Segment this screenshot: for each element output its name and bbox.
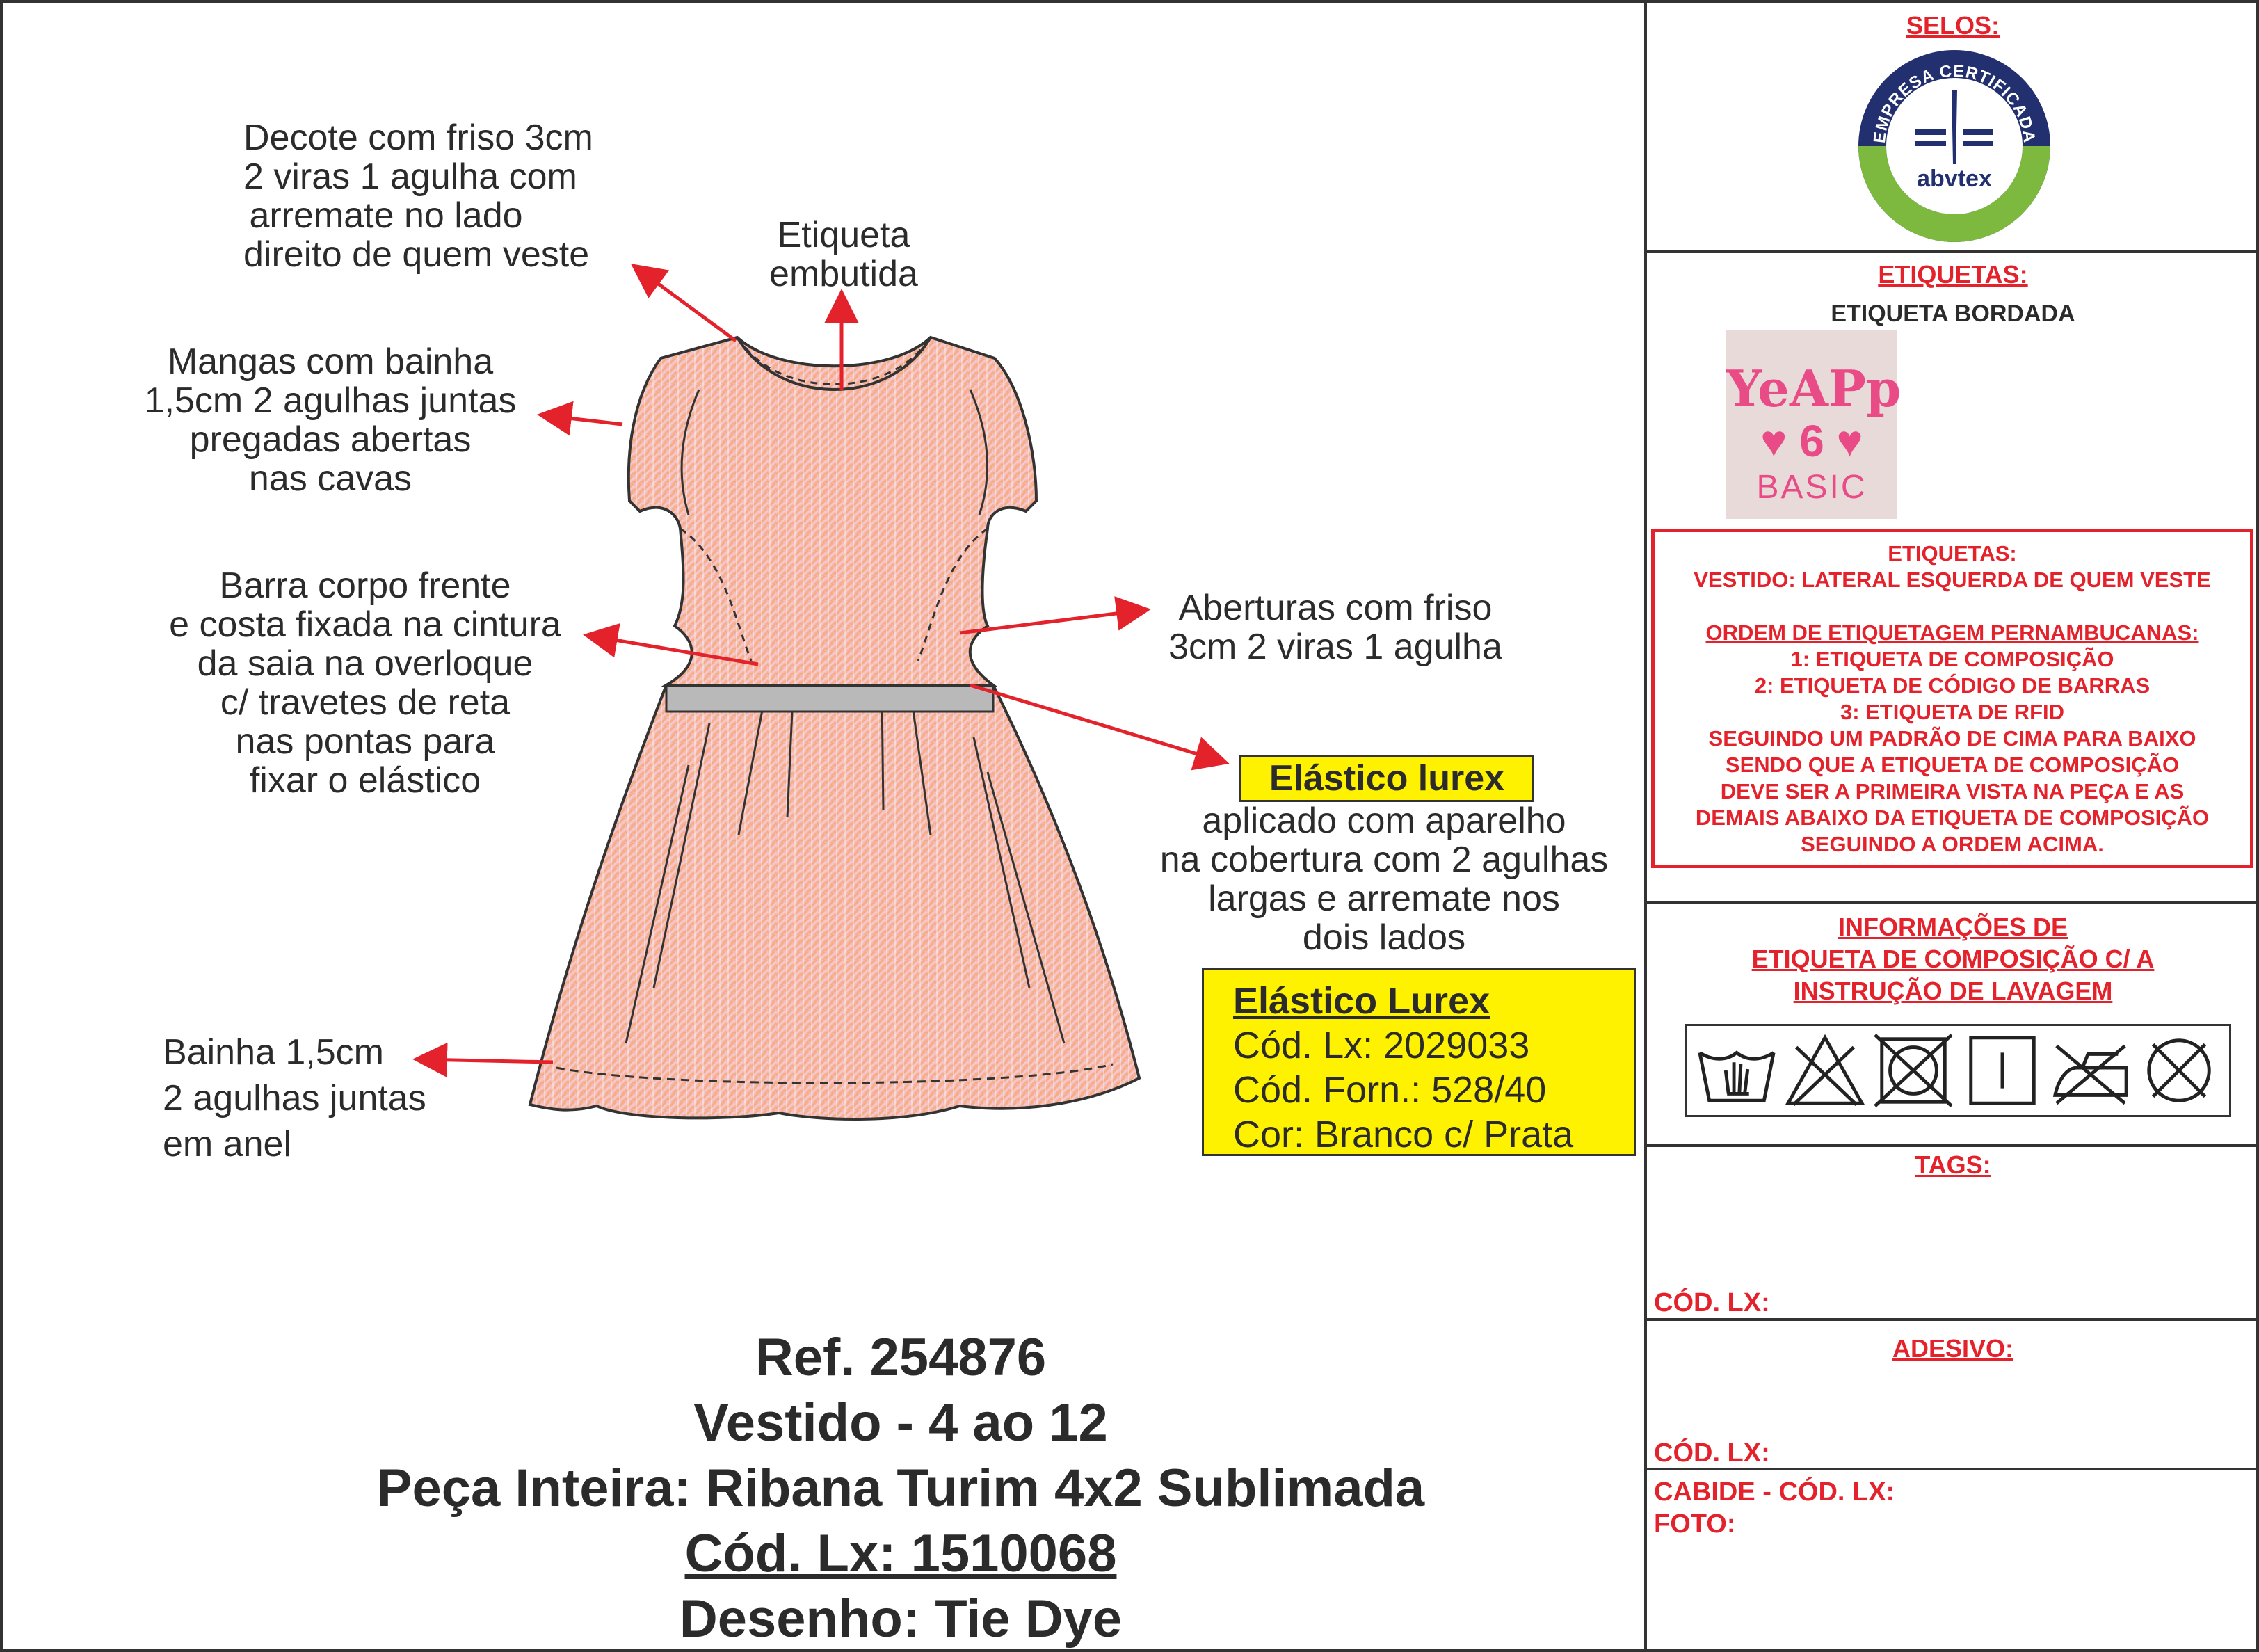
title-block [306,1325,1495,1652]
divider-info [1644,1144,2259,1147]
arrow-mangas [544,415,622,424]
elastico-lurex-tag: Elástico lurex [1239,755,1534,802]
instruction-line: 3: ETIQUETA DE RFID [1840,700,2065,724]
adesivo-cod-lx: CÓD. LX: [1654,1438,1770,1468]
annotation-line: da saia na overloque [197,643,533,684]
divider-etiquetas [1644,901,2259,904]
instruction-line: SEGUINDO A ORDEM ACIMA. [1801,832,2104,856]
divider-selos [1644,250,2259,253]
elastico-info-cod-lx: Cód. Lx: 2029033 [1233,1025,1530,1066]
tags-cod-lx: CÓD. LX: [1654,1288,1770,1317]
product-code: Cód. Lx: 1510068 [684,1524,1117,1583]
annotation-line: Barra corpo frente [219,566,511,606]
etiquetas-heading: ETIQUETAS: [1878,260,2028,289]
instruction-line: 2: ETIQUETA DE CÓDIGO DE BARRAS [1754,673,2151,698]
print-design: Desenho: Tie Dye [679,1589,1123,1649]
instruction-line: 1: ETIQUETA DE COMPOSIÇÃO [1790,647,2114,671]
annotation-line: pregadas abertas [189,419,472,460]
instruction-line: ETIQUETAS: [1888,541,2017,566]
selos-heading: SELOS: [1906,11,2000,40]
hand-wash-icon [1696,1032,1778,1109]
annotation-line: direito de quem veste [243,234,590,275]
annotation-line: 2 agulhas juntas [163,1078,426,1118]
care-symbols [1685,1024,2231,1117]
instruction-line: SEGUINDO UM PADRÃO DE CIMA PARA BAIXO [1708,726,2196,751]
annotation-line: 2 viras 1 agulha com [243,157,577,197]
no-iron-icon [2050,1032,2132,1109]
label-line: BASIC [1756,469,1867,506]
heart-icon: ♥ [1824,416,1863,466]
elastico-info-box [1202,968,1636,1156]
heart-icon: ♥ [1760,416,1800,466]
no-tumble-dry-icon [1872,1032,1954,1109]
elastic-waistband [666,685,993,712]
divider-tags [1644,1318,2259,1321]
no-dry-clean-icon [2138,1032,2220,1109]
annotation-line: 1,5cm 2 agulhas juntas [144,380,517,421]
label-size [1726,415,1897,467]
annotation-line: dois lados [1302,917,1466,958]
etiquetas-instructions-box [1651,529,2253,868]
arrow-aberturas [960,610,1144,633]
annotation-line: Aberturas com friso [1178,588,1493,628]
annotation-line: embutida [769,254,918,294]
elastico-info-cod-forn: Cód. Forn.: 528/40 [1233,1069,1547,1111]
annotation-line: aplicado com aparelho [1202,801,1566,841]
annotation-aberturas [1148,588,1523,666]
annotation-line: largas e arremate nos [1208,879,1560,919]
line-dry-icon [1961,1032,2043,1109]
annotation-barra [143,566,588,800]
annotation-line: Bainha 1,5cm [163,1032,384,1073]
annotation-line: e costa fixada na cintura [169,604,561,645]
svg-text:abvtex: abvtex [1917,166,1992,192]
dress-skirt [530,685,1139,1119]
instruction-line: SENDO QUE A ETIQUETA DE COMPOSIÇÃO [1725,753,2180,777]
svg-text:EMPRESA CERTIFICADA: EMPRESA CERTIFICADA [1870,61,2039,145]
heading-line: ETIQUETA DE COMPOSIÇÃO C/ A [1751,945,2155,973]
annotation-line: fixar o elástico [249,760,481,801]
label-brand: YeAPp [1726,359,1902,418]
tags-heading: TAGS: [1915,1150,1991,1179]
no-bleach-icon [1784,1032,1866,1109]
annotation-line: Decote com friso 3cm [243,118,593,158]
instruction-line: DEVE SER A PRIMEIRA VISTA NA PEÇA E AS [1720,779,2185,803]
annotation-line: em anel [163,1124,291,1164]
annotation-decote [243,118,593,275]
instruction-line [1655,593,2250,620]
annotation-line: Etiqueta [777,215,910,255]
composition-info-heading [1647,911,2259,1007]
cabide-cod-lx: CABIDE - CÓD. LX: [1654,1477,1895,1507]
abvtex-seal-icon [1856,47,2053,245]
annotation-line: Mangas com bainha [167,342,494,382]
arrow-decote [636,268,736,341]
annotation-etiqueta [757,216,931,294]
annotation-bainha [163,1029,455,1167]
annotation-line: nas cavas [248,458,412,499]
annotation-line: 3cm 2 viras 1 agulha [1168,627,1502,667]
etiqueta-bordada-label: ETIQUETA BORDADA [1831,300,2075,327]
sidebar-divider [1644,0,1647,1652]
ref-number: Ref. 254876 [755,1328,1047,1387]
product-name: Vestido - 4 ao 12 [693,1393,1108,1452]
svg-text:EM RESPONSABILIDADE SOCIAL: EM RESPONSABILIDADE SOCIAL [1892,167,2016,217]
heading-line: INFORMAÇÕES DE [1838,913,2068,941]
foto-label: FOTO: [1654,1509,1736,1539]
instruction-line: DEMAIS ABAIXO DA ETIQUETA DE COMPOSIÇÃO [1695,805,2210,830]
annotation-line: na cobertura com 2 agulhas [1159,840,1609,880]
fabric-description: Peça Inteira: Ribana Turim 4x2 Sublimada [376,1459,1425,1518]
annotation-elastico [1127,801,1641,957]
elastico-info-cor: Cor: Branco c/ Prata [1233,1114,1574,1155]
annotation-mangas [125,342,536,498]
annotation-line: c/ travetes de reta [220,682,511,723]
instruction-line: VESTIDO: LATERAL ESQUERDA DE QUEM VESTE [1694,568,2211,592]
heading-line: INSTRUÇÃO DE LAVAGEM [1793,977,2113,1005]
label-size-value: 6 [1799,416,1824,466]
embroidered-label-image [1726,330,1902,519]
annotation-line: nas pontas para [235,721,495,762]
elastico-info-title: Elástico Lurex [1233,980,1490,1022]
instruction-line: ORDEM DE ETIQUETAGEM PERNAMBUCANAS: [1705,620,2199,645]
annotation-line: arremate no lado [249,195,523,236]
adesivo-heading: ADESIVO: [1892,1334,2014,1363]
